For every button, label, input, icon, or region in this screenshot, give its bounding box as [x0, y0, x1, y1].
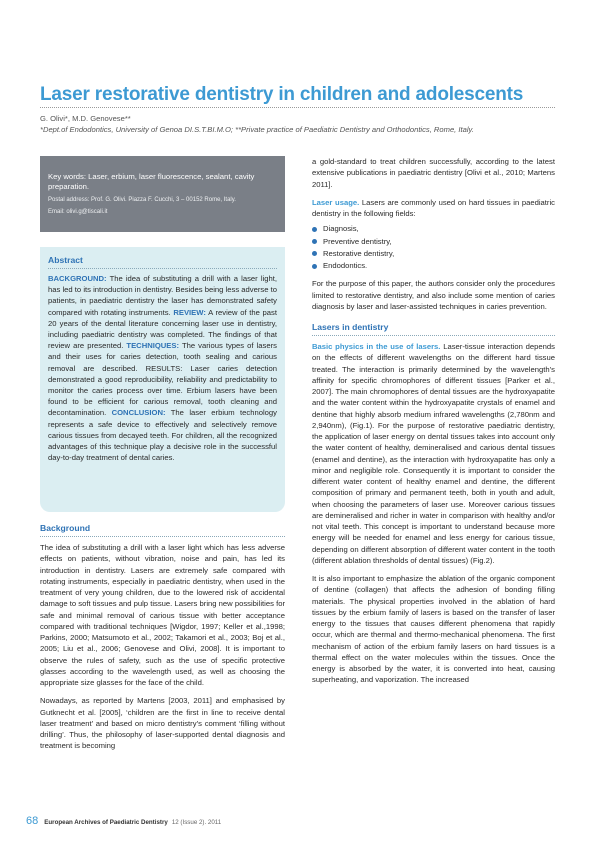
left-column — [40, 156, 285, 752]
email-address: Email: olivi.g@tiscali.it — [48, 208, 108, 215]
abstract-review-text: A review of the past 20 years of the dental literature concerning laser use in dentistry, including paediatric dentistry was completed. The findings of that review are presented. — [48, 307, 277, 351]
authors: G. Olivi*, M.D. Genovese** — [40, 114, 131, 123]
bullet-icon — [312, 239, 317, 244]
usage-list — [312, 223, 555, 272]
abstract-box — [40, 247, 285, 512]
journal-issue: 12 (Issue 2). 2011 — [171, 819, 222, 826]
postal-address: Postal address: Prof. G. Olivi. Piazza F. Cucchi, 3 – 00152 Rome, Italy. — [48, 196, 236, 203]
continuation-paragraph: a gold-standard to treat children successfully, according to the latest extensive publications in paediatric dentistry [Olivi et al., 2010; Martens 2011]. — [312, 157, 555, 189]
lasers-heading: Lasers in dentistry — [312, 322, 555, 336]
list-item: Preventive dentistry, — [312, 236, 555, 248]
background-paragraph-2: Nowadays, as reported by Martens [2003, 2011] and emphasised by Gutknecht et al. [2005], ‘children are the first in line to receive dental laser treatment’ and based on micro dentistry’s comment ‘filling without drilling’. Thus, the philosophy of laser-supported dental diagnosis and treatment is becoming — [40, 696, 285, 751]
keywords: Key words: Laser, erbium, laser fluorescence, sealant, cavity preparation. — [48, 172, 255, 192]
abstract-background-text: The idea of substituting a drill with a laser light, has led to its introduction in dentistry. Besides being less adverse to patients, in paediatric dentistry the laser has demonstrated safety compared with rotating instruments. — [48, 274, 277, 317]
purpose-paragraph: For the purpose of this paper, the authors consider only the procedures limited to restorative dentistry, and also include some mention of caries diagnosis by laser and laser-assisted techniques in caries prevention. — [312, 279, 555, 311]
right-column — [312, 156, 555, 686]
keywords-box — [40, 156, 285, 232]
abstract-text — [48, 273, 277, 463]
abstract-techniques-text: The various types of lasers and their uses for caries detection, tooth sealing and carious removal are described. RESULTS: Laser caries detection demonstrated a good reproducibility, reliability and predictability to monitor the caries process over time. Erbium lasers have been found to be efficient for carious removal, tooth cleaning and decontamination. — [48, 341, 277, 418]
list-item: Restorative dentistry, — [312, 248, 555, 260]
laser-usage-text: Lasers are commonly used on hard tissues in paediatric dentistry in the following fields: — [312, 197, 555, 218]
abstract-techniques-label: TECHNIQUES: — [126, 341, 180, 351]
laser-usage-label: Laser usage. — [312, 197, 360, 207]
bullet-icon — [312, 251, 317, 256]
article-title: Laser restorative dentistry in children and adolescents — [40, 84, 524, 105]
affiliation: *Dept.of Endodontics, University of Genoa DI.S.T.BI.M.O; **Private practice of Paediatric Dentistry and Orthodontics, Rome, Italy. — [40, 125, 474, 134]
list-item: Endodontics. — [312, 260, 555, 272]
physics-paragraph — [312, 341, 555, 566]
abstract-conclusion-text: The laser erbium technology represents a safe device to effectively and selectively remove carious tissues from decayed teeth. For children, all the recognized advantages of this technique play a decisive role in the successful day-to-day treatment of dental caries. — [48, 408, 277, 463]
abstract-background-label: BACKGROUND: — [48, 274, 107, 283]
abstract-heading: Abstract — [48, 255, 277, 269]
page-number: 68 — [26, 815, 39, 827]
abstract-review-label: REVIEW: — [173, 307, 206, 317]
journal-name: European Archives of Paediatric Dentistry — [44, 819, 168, 826]
bullet-icon — [312, 227, 317, 232]
laser-usage-paragraph — [312, 197, 555, 220]
page-footer — [26, 815, 566, 831]
abstract-conclusion-label: CONCLUSION: — [111, 408, 166, 418]
title-divider — [40, 107, 555, 108]
bullet-icon — [312, 264, 317, 269]
physics-text: Laser-tissue interaction depends on the effects of different wavelengths on the different hard tissue treated. The interaction is primarily determined by the wavelength’s affinity for specific chromophores of different tissues [Parker et al., 2007]. The main chromophores of dental tissues are the hydroxyapatite and the water content within the hydroxyapatite crystals of enamel and dentine that highly absorb medium infrared wavelengths (2,780nm and 2,940nm), (Fig.1). For the purpose of restorative paediatric dentistry, the application of laser energy on dental tissues takes into account only the water content of healthy, demineralised and carious dental tissues (enamel and dentine), as the interaction with hydroxyapatite has only a minor and negligible role. Consequently it is important to consider the different water content of healthy enamel and dentine, the different composition of primary and permanent teeth, both in youth and adult, when choosing the parameters of laser use. Moreover carious tissues are demineralised and richer in water in comparison with healthy and/or not vital teeth. This concept is important to understand because more energy will be needed for enamel and less energy for carious tissue, depending on different absorption of different water content in the tooth (different ablation thresholds of dental tissues) (Fig.2). — [312, 342, 555, 565]
background-paragraph-1: The idea of substituting a drill with a laser light which has less adverse effects on patients, without vibration, noise and pain, has led its introduction in dentistry. Lasers are extremely safe compared with rotating instruments, especially in paediatric dentistry, when used in the treatment of very young children, due to the lowered risk of accidental damage to soft tissues and pulp tissue. Lasers bring new possibilities for safe and minimal removal of carious tissue with better acceptance compared with traditional techniques [Wigdor, 1997; Keller et al.,1998; Parkins, 2000; Matsumoto et al., 2002; Takamori et al., 2003; Boj et al., 2005; Liu et al., 2006; Genovese and Olivi, 2008]. It is important to observe the rules of safety, such as the use of specific protective glasses according to the wavelength used, as well as choosing the appropriate size glasses for the face of the child. — [40, 543, 285, 687]
physics-label: Basic physics in the use of lasers. — [312, 342, 441, 352]
background-heading: Background — [40, 523, 285, 537]
list-item: Diagnosis, — [312, 223, 555, 235]
ablation-paragraph: It is also important to emphasize the ablation of the organic component of dentine (collagen) that affects the adhesion of bonding filling materials. The physical properties involved in the ablation of hard tissues by the erbium family of lasers is based on the transfer of laser energy to the tissues that causes different phenomena that rapidly occur, which are thermal and thermo-mechanical phenomena. The first mechanism of action of the erbium family lasers on hard tissues is a thermal effect on the water molecules within the tissues. Once the energy is absorbed by the water, it is converted into heat, causing superheating, and vaporization. The increased — [312, 574, 555, 685]
